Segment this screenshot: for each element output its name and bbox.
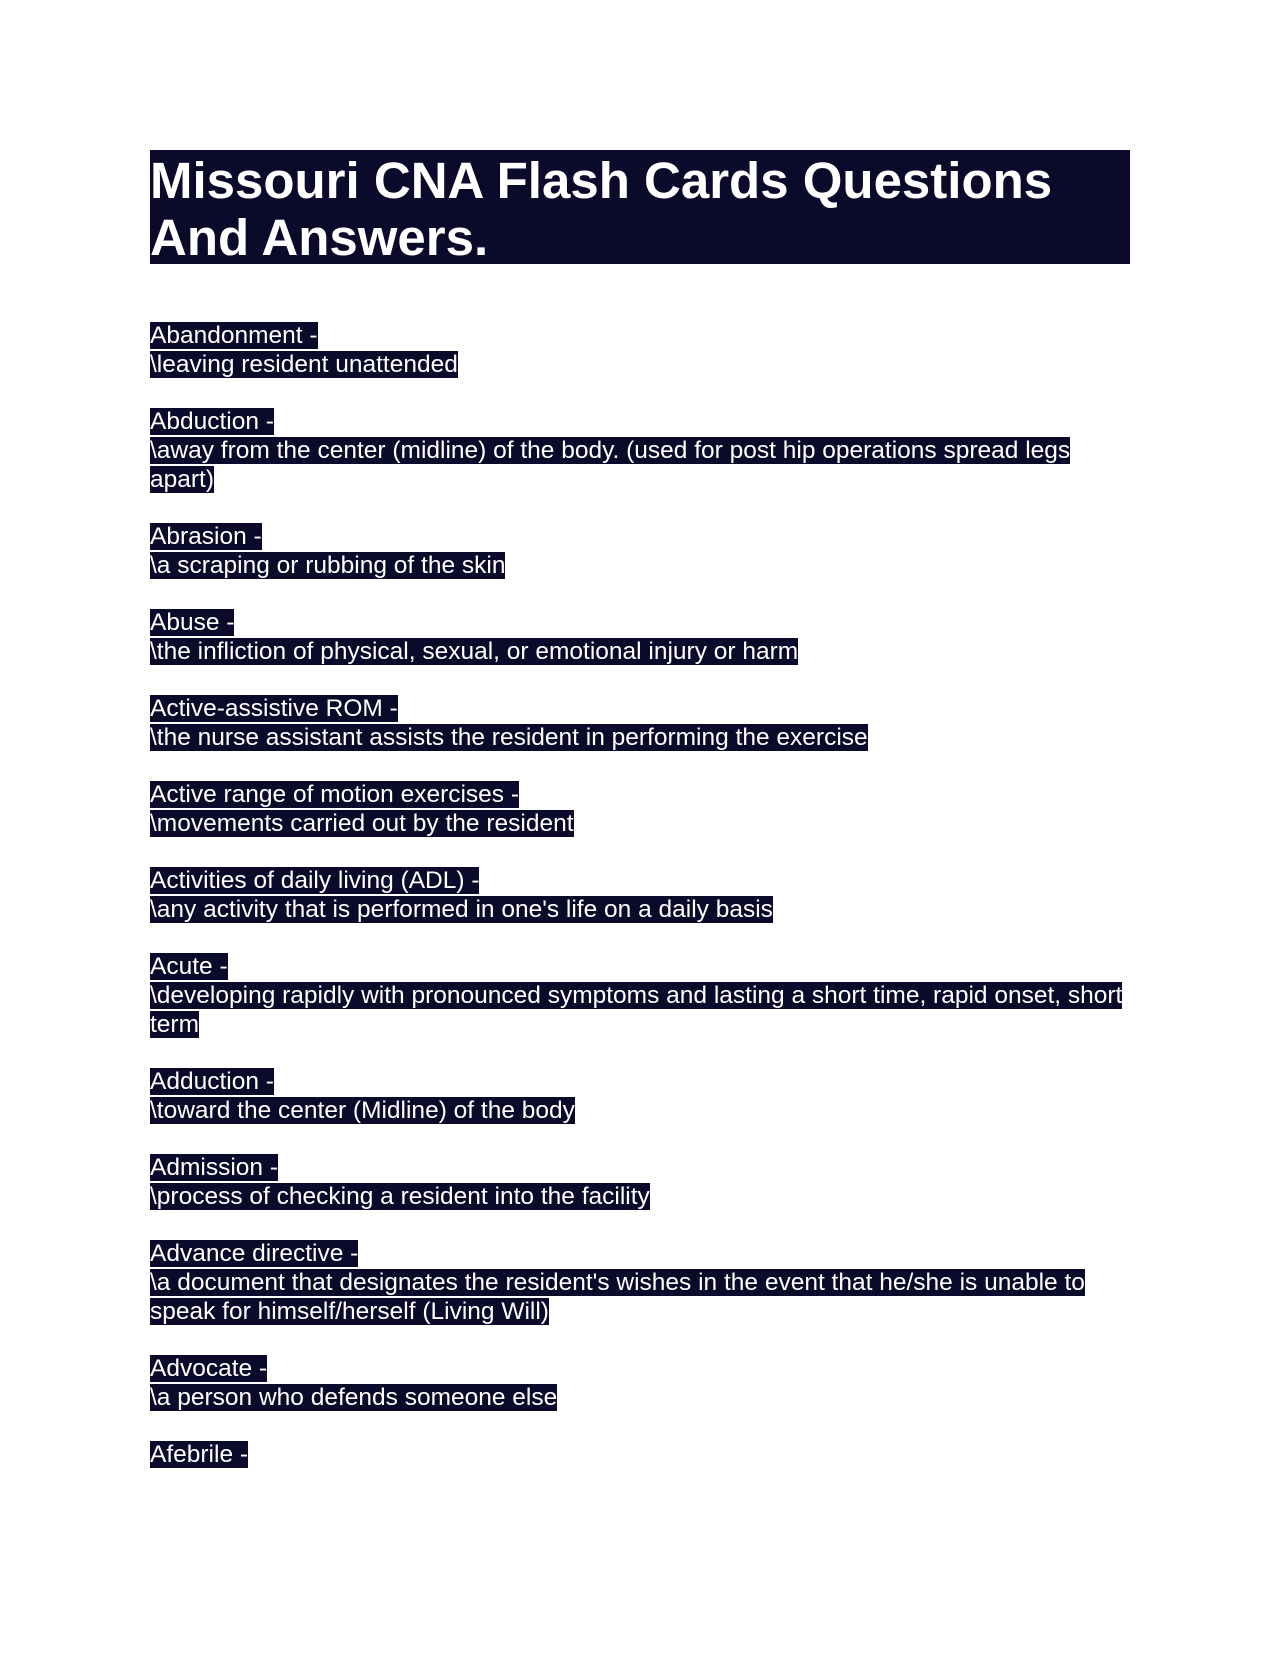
flashcard-entry bbox=[150, 1354, 1130, 1412]
flashcard-definition: \developing rapidly with pronounced symptoms and lasting a short time, rapid onset, short term bbox=[150, 982, 1123, 1038]
flashcard-term: Advocate - bbox=[150, 1355, 268, 1382]
flashcard-term: Adduction - bbox=[150, 1068, 274, 1095]
flashcard-entry bbox=[150, 866, 1130, 924]
flashcard-term: Activities of daily living (ADL) - bbox=[150, 867, 480, 894]
flashcard-term: Acute - bbox=[150, 953, 228, 980]
flashcard-list bbox=[150, 321, 1130, 1469]
flashcard-entry bbox=[150, 407, 1130, 494]
flashcard-definition: \a scraping or rubbing of the skin bbox=[150, 552, 506, 579]
flashcard-term: Abduction - bbox=[150, 408, 274, 435]
flashcard-entry bbox=[150, 1239, 1130, 1326]
flashcard-term: Abuse - bbox=[150, 609, 235, 636]
flashcard-definition: \a document that designates the resident's wishes in the event that he/she is unable to speak for himself/herself (Living Will) bbox=[150, 1269, 1085, 1325]
flashcard-entry bbox=[150, 522, 1130, 580]
flashcard-definition: \movements carried out by the resident bbox=[150, 810, 574, 837]
page-title: Missouri CNA Flash Cards Questions And Answers. bbox=[150, 152, 1053, 266]
flashcard-term: Active-assistive ROM - bbox=[150, 695, 398, 722]
document-page bbox=[150, 150, 1130, 1497]
flashcard-entry bbox=[150, 780, 1130, 838]
flashcard-definition: \any activity that is performed in one's life on a daily basis bbox=[150, 896, 773, 923]
flashcard-entry bbox=[150, 952, 1130, 1039]
flashcard-term: Abrasion - bbox=[150, 523, 262, 550]
flashcard-term: Afebrile - bbox=[150, 1441, 249, 1468]
title-block bbox=[150, 150, 1130, 264]
flashcard-term: Abandonment - bbox=[150, 322, 318, 349]
flashcard-entry bbox=[150, 608, 1130, 666]
flashcard-term: Admission - bbox=[150, 1154, 278, 1181]
flashcard-entry bbox=[150, 1440, 1130, 1469]
flashcard-definition: \a person who defends someone else bbox=[150, 1384, 558, 1411]
flashcard-definition: \away from the center (midline) of the body. (used for post hip operations spread legs apart) bbox=[150, 437, 1071, 493]
flashcard-definition: \the infliction of physical, sexual, or emotional injury or harm bbox=[150, 638, 799, 665]
flashcard-definition: \toward the center (Midline) of the body bbox=[150, 1097, 575, 1124]
flashcard-definition: \process of checking a resident into the facility bbox=[150, 1183, 650, 1210]
flashcard-definition: \the nurse assistant assists the resident in performing the exercise bbox=[150, 724, 868, 751]
flashcard-term: Advance directive - bbox=[150, 1240, 359, 1267]
flashcard-entry bbox=[150, 321, 1130, 379]
flashcard-entry bbox=[150, 1153, 1130, 1211]
flashcard-term: Active range of motion exercises - bbox=[150, 781, 520, 808]
flashcard-entry bbox=[150, 1067, 1130, 1125]
flashcard-entry bbox=[150, 694, 1130, 752]
flashcard-definition: \leaving resident unattended bbox=[150, 351, 458, 378]
